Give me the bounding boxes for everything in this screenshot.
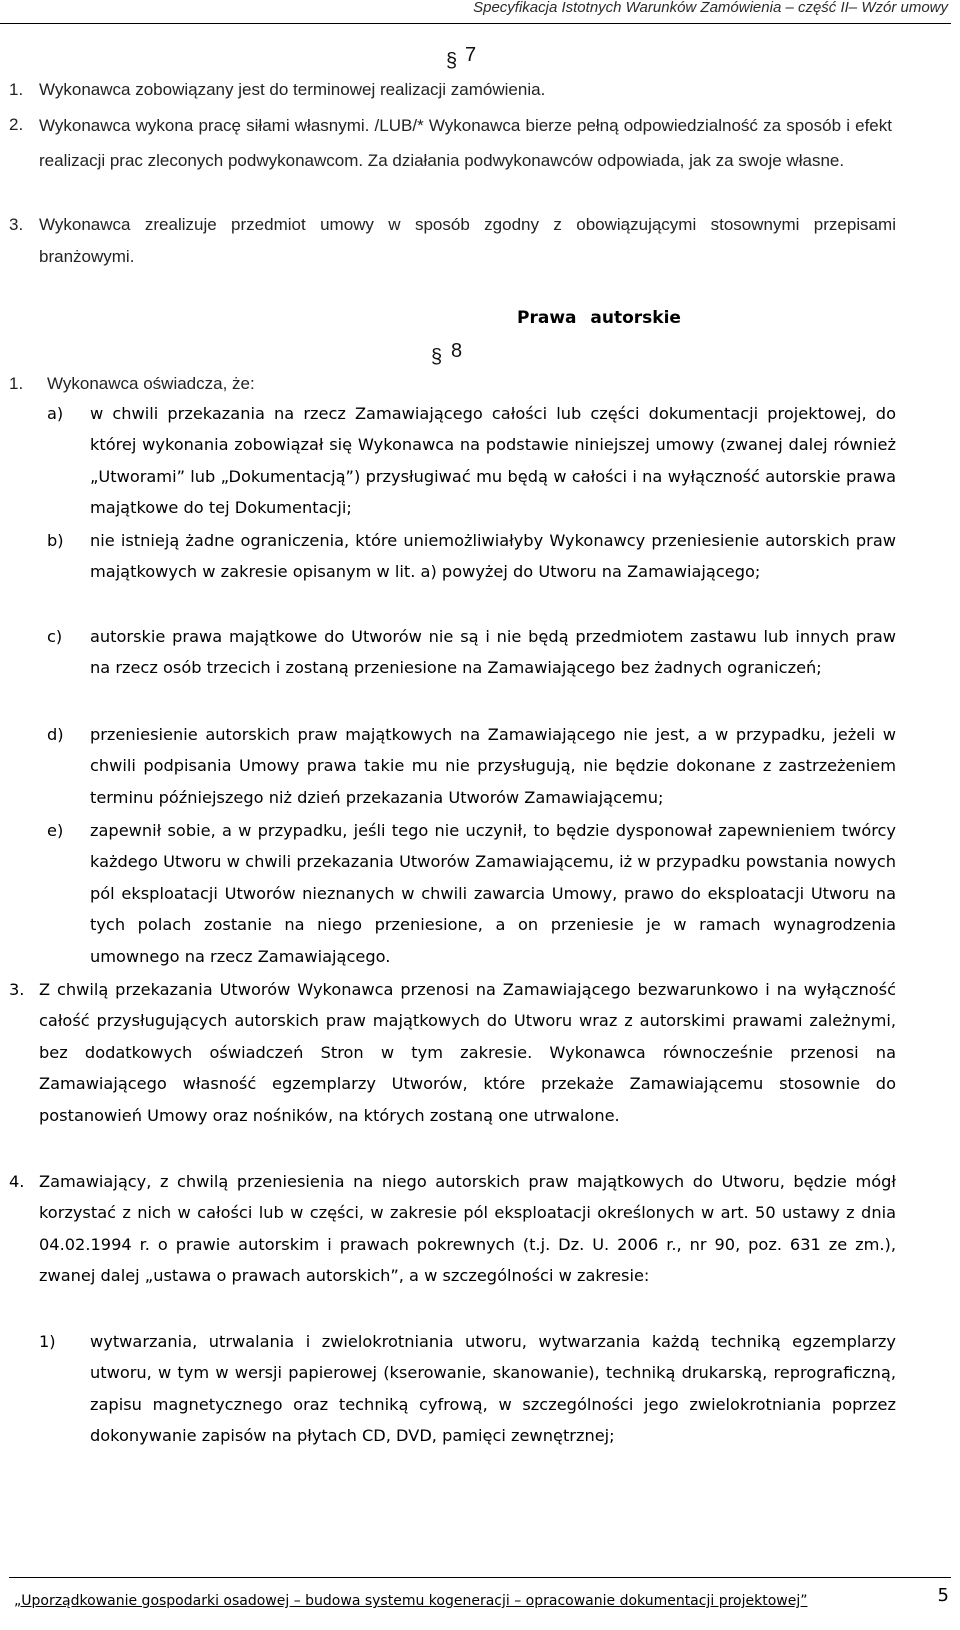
subitem-b: nie istnieją żadne ograniczenia, które uniemożliwiałyby Wykonawcy przeniesienie autorskich praw majątkowych w zakresie opisanym w lit. a) powyżej do Utworu na Zamawiającego; <box>90 531 896 582</box>
section-7-item-1: Wykonawca zobowiązany jest do terminowej realizacji zamówienia. <box>39 80 546 99</box>
item-number: 3. <box>9 980 25 999</box>
subitem-label: 1) <box>39 1332 56 1351</box>
item-number: 2. <box>9 115 24 134</box>
section-mark: § <box>431 346 443 368</box>
item-number: 1. <box>9 80 24 99</box>
subitem-label: a) <box>47 404 64 423</box>
section-number: 7 <box>465 44 477 66</box>
item-number: 1. <box>9 374 24 393</box>
item-number: 4. <box>9 1172 25 1191</box>
item-number: 3. <box>9 215 24 234</box>
page-footer: „Uporządkowanie gospodarki osadowej – budowa systemu kogeneracji – opracowanie dokumentacji projektowej” <box>14 1593 808 1609</box>
section-7-item-2: Wykonawca wykona pracę siłami własnymi. /LUB/* Wykonawca bierze pełną odpowiedzialność za sposób i efekt realizacji prac zleconych podwykonawcom. Za działania podwykonawców odpowiada, jak za swoje własne. <box>39 116 892 170</box>
section-8-item-3: Z chwilą przekazania Utworów Wykonawca przenosi na Zamawiającego bezwarunkowo i na wyłączność całość przysługujących autorskich praw majątkowych do Utworu wraz z autorskimi prawami zależnymi, bez dodatkowych oświadczeń Stron w tym zakresie. Wykonawca równocześnie przenosi na Zamawiającego własność egzemplarzy Utworów, które przekaże Zamawiającemu stosownie do postanowień Umowy oraz nośników, na których zostaną one utrwalone. <box>39 980 896 1125</box>
footer-divider <box>9 1577 951 1578</box>
subitem-label: d) <box>47 725 64 744</box>
subitem-label: c) <box>47 627 63 646</box>
page-header: Specyfikacja Istotnych Warunków Zamówienia – część II– Wzór umowy <box>473 0 948 16</box>
subitem-label: e) <box>47 821 64 840</box>
subitem-label: b) <box>47 531 64 550</box>
page-number: 5 <box>937 1585 949 1606</box>
header-divider <box>0 23 951 24</box>
section-number: 8 <box>451 340 463 362</box>
subitem-a: w chwili przekazania na rzecz Zamawiającego całości lub części dokumentacji projektowej, do której wykonania zobowiązał się Wykonawca na podstawie niniejszej umowy (zwanej dalej również „Utworami” lub „Dokumentacją”) przysługiwać mu będą w całości i na wyłączność autorskie prawa majątkowe do tej Dokumentacji; <box>90 404 896 518</box>
section-7-heading <box>446 44 477 72</box>
section-mark: § <box>446 50 458 72</box>
subitem-1: wytwarzania, utrwalania i zwielokrotniania utworu, wytwarzania każdą techniką egzemplarzy utworu, w tym w wersji papierowej (kserowanie, skanowanie), techniką drukarską, reprograficzną, zapisu magnetycznego oraz techniką cyfrową, w szczególności jego zwielokrotniania poprzez dokonywanie zapisów na płytach CD, DVD, pamięci zewnętrznej; <box>90 1332 896 1446</box>
section-7-item-3: Wykonawca zrealizuje przedmiot umowy w sposób zgodny z obowiązującymi stosownymi przepisami branżowymi. <box>39 215 896 266</box>
section-8-item-4: Zamawiający, z chwilą przeniesienia na niego autorskich praw majątkowych do Utworu, będzie mógł korzystać z nich w całości lub w części, w zakresie pól eksploatacji określonych w art. 50 ustawy z dnia 04.02.1994 r. o prawie autorskim i prawach pokrewnych (t.j. Dz. U. 2006 r., nr 90, poz. 631 ze zm.), zwanej dalej „ustawa o prawach autorskich”, a w szczególności w zakresie: <box>39 1172 896 1286</box>
subitem-e: zapewnił sobie, a w przypadku, jeśli tego nie uczynił, to będzie dysponował zapewnieniem twórcy każdego Utworu w chwili przekazania Utworów Zamawiającemu, iż w przypadku powstania nowych pól eksploatacji Utworów nieznanych w chwili zawarcia Umowy, prawo do eksploatacji Utworu na tych polach zostanie na niego przeniesione, a on przeniesie je w ramach wynagrodzenia umownego na rzecz Zamawiającego. <box>90 821 896 966</box>
section-title: Prawa autorskie <box>517 308 681 328</box>
subitem-c: autorskie prawa majątkowe do Utworów nie są i nie będą przedmiotem zastawu lub innych praw na rzecz osób trzecich i zostaną przeniesione na Zamawiającego bez żadnych ograniczeń; <box>90 627 896 678</box>
section-8-item-1: Wykonawca oświadcza, że: <box>47 374 255 393</box>
subitem-d: przeniesienie autorskich praw majątkowych na Zamawiającego nie jest, a w przypadku, jeżeli w chwili podpisania Umowy prawa takie mu nie przysługują, nie będzie dokonane z zastrzeżeniem terminu późniejszego niż dzień przekazania Utworów Zamawiającemu; <box>90 725 896 807</box>
section-8-heading <box>431 340 463 368</box>
